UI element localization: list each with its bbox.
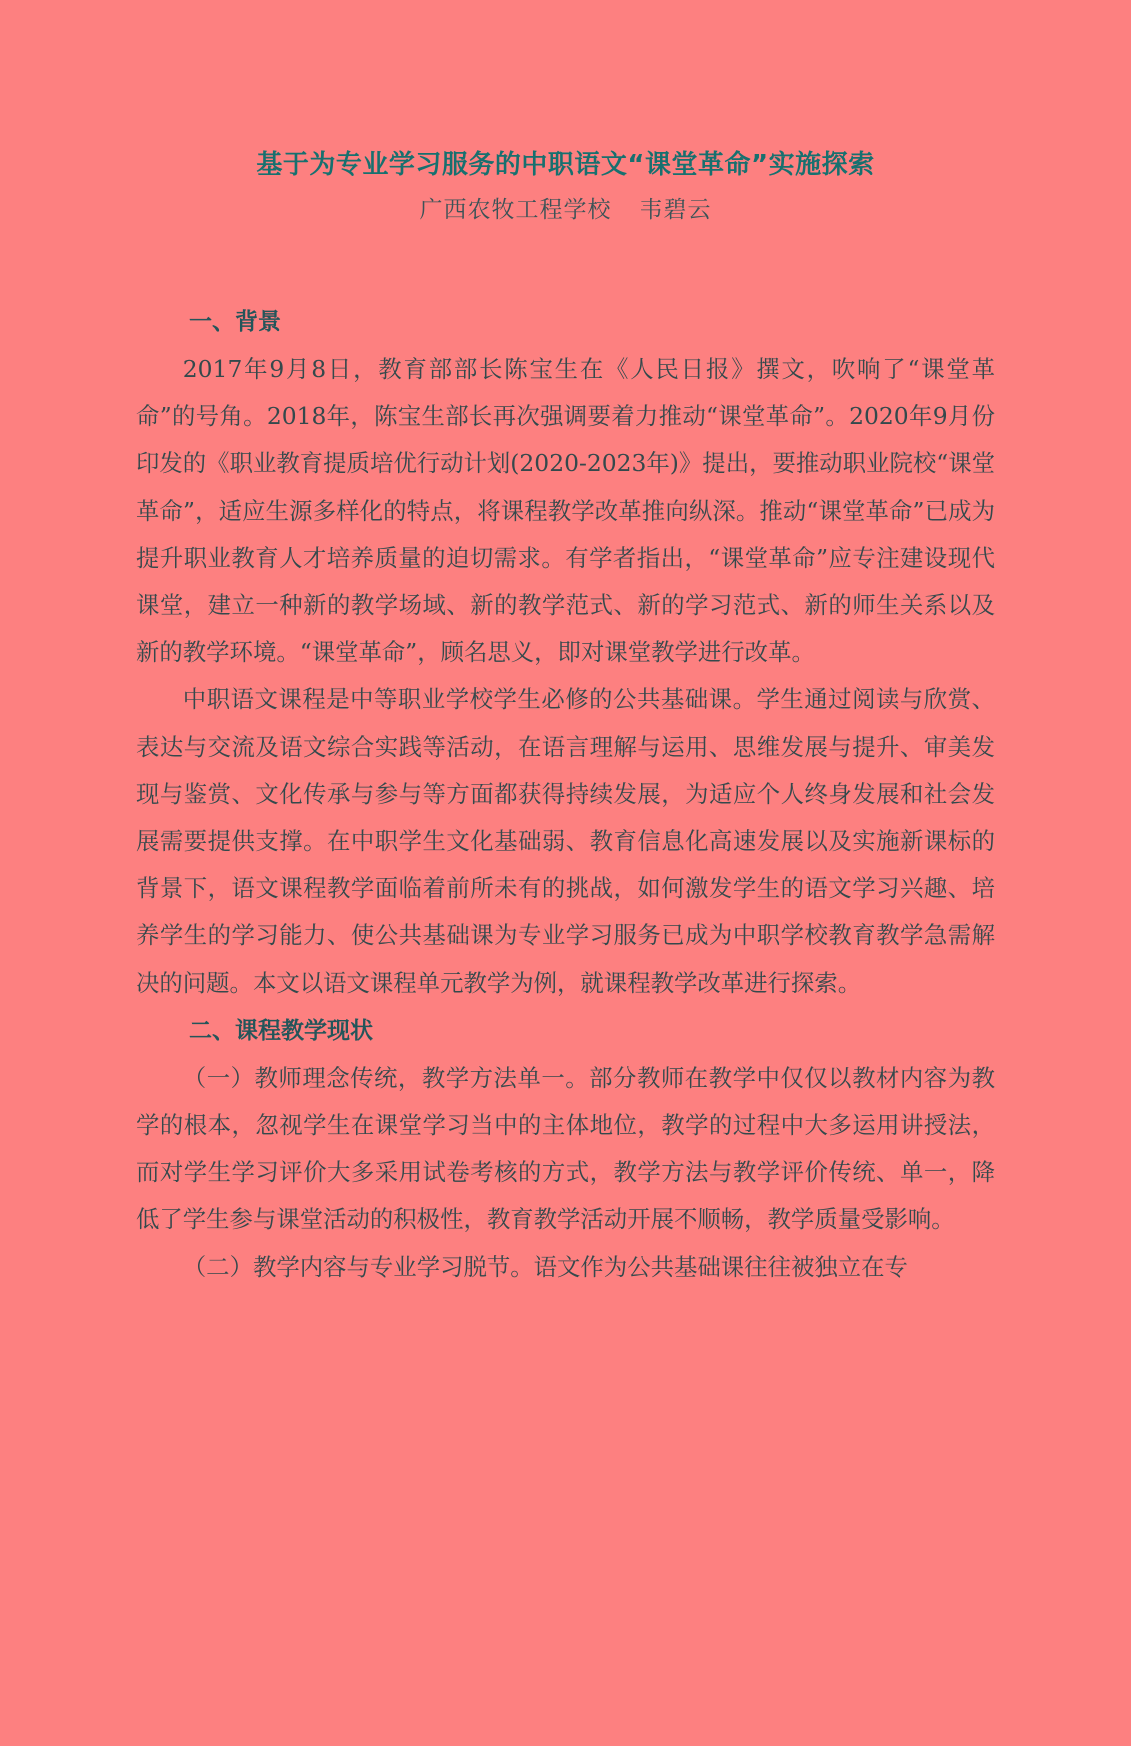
section-heading: 一、背景 bbox=[189, 309, 281, 335]
section-heading: 二、课程教学现状 bbox=[189, 1017, 373, 1044]
section-background bbox=[136, 298, 995, 1007]
document-title: 基于为专业学习服务的中职语文“课堂革命”实施探索 bbox=[256, 150, 875, 180]
author-institution: 广西农牧工程学校 bbox=[419, 197, 612, 223]
paragraph: （一）教师理念传统，教学方法单一。部分教师在教学中仅仅以教材内容为教学的根本，忽视学生在课堂学习当中的主体地位，教学的过程中大多运用讲授法，而对学生学习评价大多采用试卷考核的方式，教学方法与教学评价传统、单一，降低了学生参与课堂活动的积极性，教育教学活动开展不顺畅，教学质量受影响。 bbox=[136, 1063, 995, 1234]
paragraph: （二）教学内容与专业学习脱节。语文作为公共基础课往往被独立在专 bbox=[182, 1252, 908, 1281]
document-page bbox=[0, 146, 1131, 1746]
paragraph: 中职语文课程是中等职业学校学生必修的公共基础课。学生通过阅读与欣赏、表达与交流及语文综合实践等活动，在语言理解与运用、思维发展与提升、审美发现与鉴赏、文化传承与参与等方面都获得持续发展，为适应个人终身发展和社会发展需要提供支撑。在中职学生文化基础弱、教育信息化高速发展以及实施新课标的背景下，语文课程教学面临着前所未有的挑战，如何激发学生的语文学习兴趣、培养学生的学习能力、使公共基础课为专业学习服务已成为中职学校教育教学急需解决的问题。本文以语文课程单元教学为例，就课程教学改革进行探索。 bbox=[136, 685, 995, 997]
paragraph: 2017年9月8日，教育部部长陈宝生在《人民日报》撰文，吹响了“课堂革命”的号角。2018年，陈宝生部长再次强调要着力推动“课堂革命”。2020年9月份印发的《职业教育提质培优行动计划(2020-2023年)》提出，要推动职业院校“课堂革命”，适应生源多样化的特点，将课程教学改革推向纵深。推动“课堂革命”已成为提升职业教育人才培养质量的迫切需求。有学者指出，“课堂革命”应专注建设现代课堂，建立一种新的教学场域、新的教学范式、新的学习范式、新的师生关系以及新的教学环境。“课堂革命”，顾名思义，即对课堂教学进行改革。 bbox=[136, 355, 995, 667]
document-body bbox=[136, 298, 995, 1291]
byline bbox=[136, 190, 995, 230]
author-name: 韦碧云 bbox=[639, 197, 712, 223]
section-teaching-status bbox=[136, 1007, 995, 1291]
